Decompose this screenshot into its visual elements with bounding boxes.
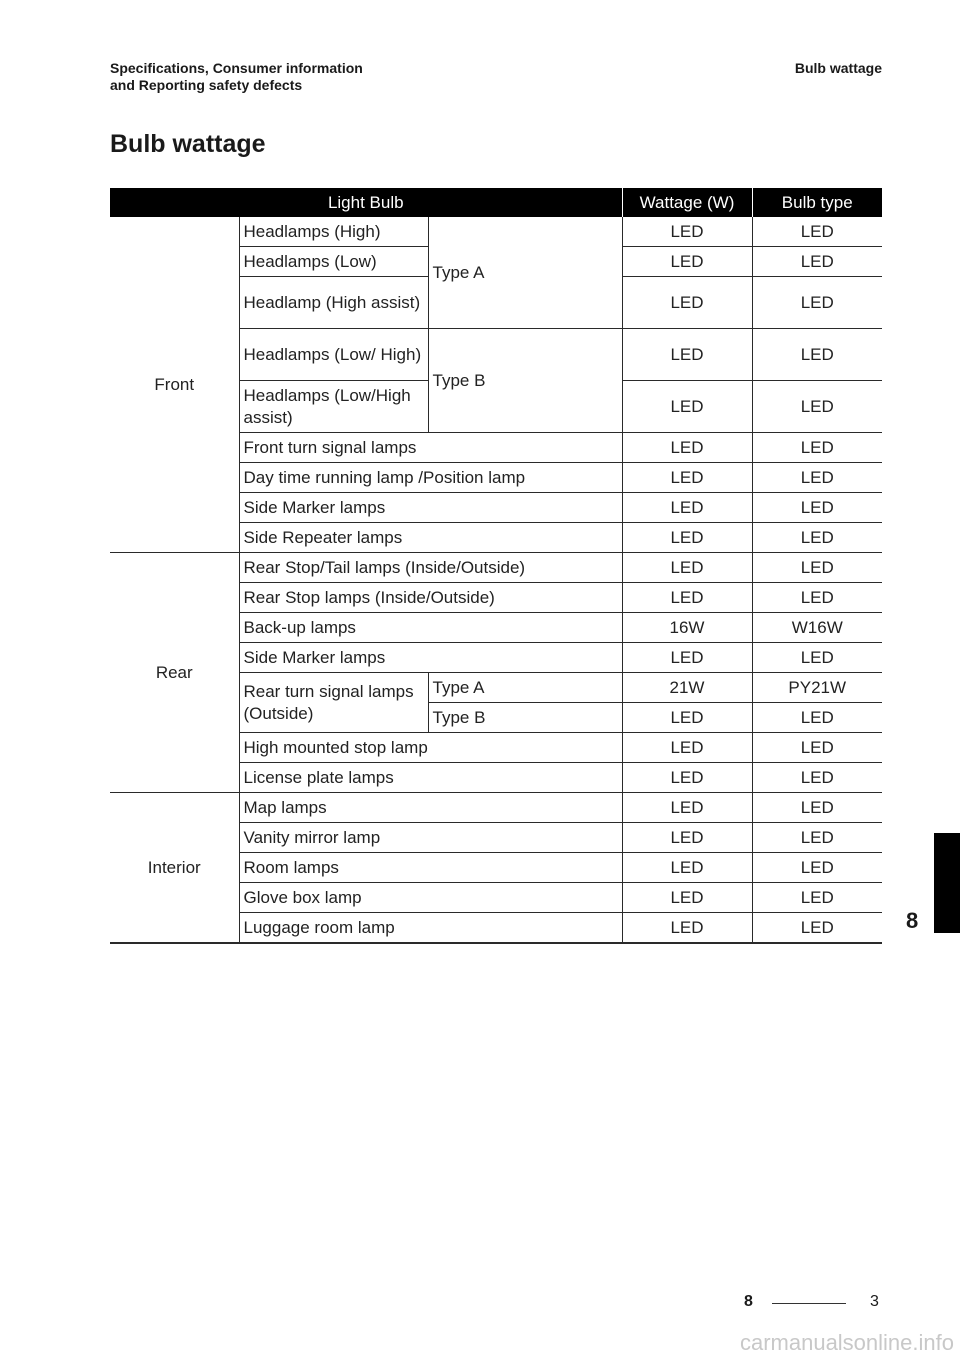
footer-divider	[772, 1303, 846, 1304]
row-bulb-type: LED	[752, 463, 882, 493]
row-bulb-type: LED	[752, 553, 882, 583]
row-wattage: LED	[622, 823, 752, 853]
row-wattage: LED	[622, 493, 752, 523]
row-variant: Type B	[428, 329, 622, 433]
row-wattage: 16W	[622, 613, 752, 643]
table-header-row	[110, 188, 882, 217]
row-name: License plate lamps	[239, 763, 622, 793]
bulb-wattage-table	[110, 188, 882, 944]
row-name: Headlamps (Low/ High)	[239, 329, 428, 381]
row-wattage: LED	[622, 247, 752, 277]
row-wattage: LED	[622, 553, 752, 583]
running-header-topic: Bulb wattage	[794, 60, 882, 76]
row-wattage: LED	[622, 329, 752, 381]
row-name: Back-up lamps	[239, 613, 622, 643]
watermark: carmanualsonline.info	[739, 1330, 954, 1355]
row-name: Headlamps (High)	[239, 217, 428, 247]
row-bulb-type: LED	[752, 883, 882, 913]
row-variant: Type A	[428, 217, 622, 329]
footer-chapter-number: 8	[744, 1293, 753, 1310]
row-name: Map lamps	[239, 793, 622, 823]
row-bulb-type: LED	[752, 329, 882, 381]
row-name: Vanity mirror lamp	[239, 823, 622, 853]
chapter-side-tab	[934, 833, 960, 933]
row-name: Room lamps	[239, 853, 622, 883]
row-wattage: LED	[622, 277, 752, 329]
row-wattage: LED	[622, 763, 752, 793]
row-wattage: LED	[622, 913, 752, 944]
row-wattage: LED	[622, 793, 752, 823]
header-light-bulb: Light Bulb	[110, 188, 622, 217]
row-bulb-type: LED	[752, 703, 882, 733]
row-wattage: 21W	[622, 673, 752, 703]
row-name: High mounted stop lamp	[239, 733, 622, 763]
row-bulb-type: LED	[752, 853, 882, 883]
section-line-1: Specifications, Consumer information	[110, 60, 363, 76]
chapter-side-number: 8	[906, 908, 919, 933]
group-interior: Interior	[110, 793, 239, 944]
row-name: Rear Stop lamps (Inside/Outside)	[239, 583, 622, 613]
row-bulb-type: LED	[752, 823, 882, 853]
row-bulb-type: LED	[752, 793, 882, 823]
row-name: Headlamp (High assist)	[239, 277, 428, 329]
row-name: Day time running lamp /Position lamp	[239, 463, 622, 493]
row-wattage: LED	[622, 643, 752, 673]
group-rear: Rear	[110, 553, 239, 793]
row-name: Side Marker lamps	[239, 643, 622, 673]
row-bulb-type: LED	[752, 523, 882, 553]
row-name: Side Marker lamps	[239, 493, 622, 523]
header-bulb-type: Bulb type	[752, 188, 882, 217]
row-wattage: LED	[622, 583, 752, 613]
row-bulb-type: LED	[752, 493, 882, 523]
row-name: Front turn signal lamps	[239, 433, 622, 463]
row-variant: Type B	[428, 703, 622, 733]
row-wattage: LED	[622, 703, 752, 733]
row-wattage: LED	[622, 733, 752, 763]
table-row	[110, 217, 882, 247]
row-wattage: LED	[622, 381, 752, 433]
row-bulb-type: PY21W	[752, 673, 882, 703]
row-wattage: LED	[622, 523, 752, 553]
row-bulb-type: LED	[752, 763, 882, 793]
row-wattage: LED	[622, 433, 752, 463]
row-wattage: LED	[622, 463, 752, 493]
row-bulb-type: LED	[752, 247, 882, 277]
row-name: Headlamps (Low)	[239, 247, 428, 277]
row-bulb-type: LED	[752, 643, 882, 673]
row-name: Headlamps (Low/High assist)	[239, 381, 428, 433]
row-bulb-type: LED	[752, 277, 882, 329]
row-bulb-type: W16W	[752, 613, 882, 643]
group-front: Front	[110, 217, 239, 553]
row-name: Luggage room lamp	[239, 913, 622, 944]
row-bulb-type: LED	[752, 433, 882, 463]
row-name: Rear Stop/Tail lamps (Inside/Outside)	[239, 553, 622, 583]
row-name: Glove box lamp	[239, 883, 622, 913]
row-wattage: LED	[622, 853, 752, 883]
header-wattage: Wattage (W)	[622, 188, 752, 217]
row-bulb-type: LED	[752, 583, 882, 613]
row-name: Rear turn signal lamps (Outside)	[239, 673, 428, 733]
table-row	[110, 553, 882, 583]
row-wattage: LED	[622, 217, 752, 247]
row-variant: Type A	[428, 673, 622, 703]
row-bulb-type: LED	[752, 913, 882, 944]
row-bulb-type: LED	[752, 217, 882, 247]
row-bulb-type: LED	[752, 381, 882, 433]
row-wattage: LED	[622, 883, 752, 913]
page-title: Bulb wattage	[110, 130, 266, 158]
table-row	[110, 793, 882, 823]
row-bulb-type: LED	[752, 733, 882, 763]
running-header-section	[110, 60, 363, 94]
footer-page-number: 3	[870, 1293, 879, 1310]
section-line-2: and Reporting safety defects	[110, 77, 303, 93]
row-name: Side Repeater lamps	[239, 523, 622, 553]
